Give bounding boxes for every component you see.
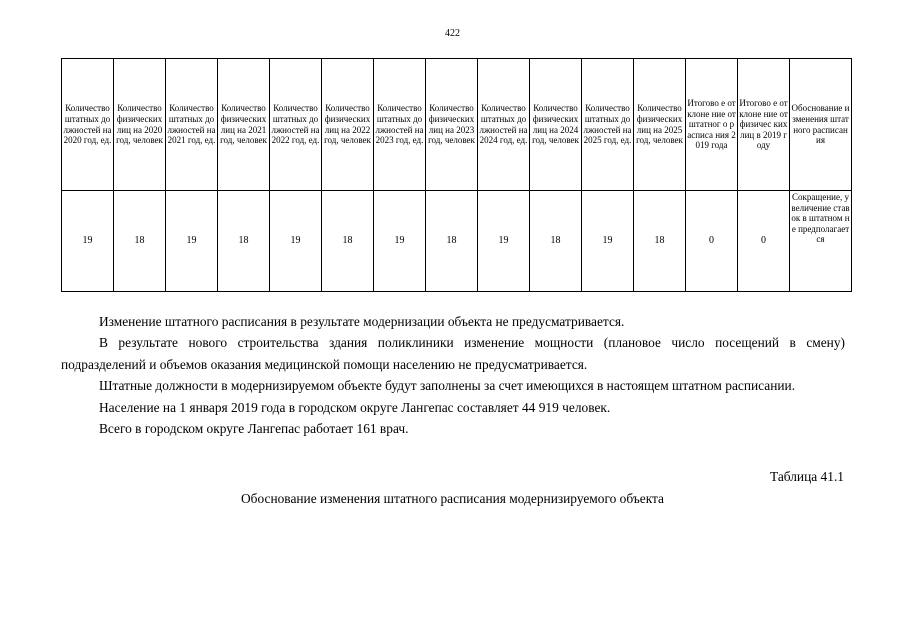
cell-deviation-persons: 0 xyxy=(738,191,790,292)
header-deviation-positions-2019: Итогово е отклоне ние от штатног о расписа ния 2019 года xyxy=(686,59,738,191)
table-caption: Обоснование изменения штатного расписания модернизируемого объекта xyxy=(240,491,664,506)
cell-positions-2023: 19 xyxy=(374,191,426,292)
header-positions-2022: Количество штатных должностей на 2022 год, ед. xyxy=(270,59,322,191)
cell-persons-2022: 18 xyxy=(322,191,374,292)
header-justification: Обоснование изменения штатного расписания xyxy=(790,59,852,191)
cell-positions-2024: 19 xyxy=(478,191,530,292)
paragraph: Изменение штатного расписания в результате модернизации объекта не предусматривается. xyxy=(99,314,625,329)
header-positions-2024: Количество штатных должностей на 2024 год, ед. xyxy=(478,59,530,191)
cell-persons-2025: 18 xyxy=(634,191,686,292)
header-persons-2023: Количество физических лиц на 2023 год, человек xyxy=(426,59,478,191)
cell-justification: Сокращение, увеличение ставок в штатном не предполагается xyxy=(790,191,852,292)
cell-persons-2024: 18 xyxy=(530,191,582,292)
header-persons-2020: Количество физических лиц на 2020 год, человек xyxy=(114,59,166,191)
cell-positions-2021: 19 xyxy=(166,191,218,292)
paragraph: Население на 1 января 2019 года в городском округе Лангепас составляет 44 919 человек. xyxy=(99,399,611,415)
cell-positions-2025: 19 xyxy=(582,191,634,292)
table-header-row xyxy=(62,59,852,191)
cell-persons-2021: 18 xyxy=(218,191,270,292)
header-positions-2021: Количество штатных должностей на 2021 год, ед. xyxy=(166,59,218,191)
header-persons-2022: Количество физических лиц на 2022 год, человек xyxy=(322,59,374,191)
cell-persons-2020: 18 xyxy=(114,191,166,292)
cell-positions-2020: 19 xyxy=(62,191,114,292)
staffing-table xyxy=(61,58,852,292)
page-number: 422 xyxy=(445,28,460,39)
header-persons-2021: Количество физических лиц на 2021 год, человек xyxy=(218,59,270,191)
header-deviation-persons-2019: Итогово е отклоне ние от физичес ких лиц в 2019 году xyxy=(738,59,790,191)
header-positions-2020: Количество штатных должностей на 2020 год, ед. xyxy=(62,59,114,191)
body-text xyxy=(61,311,845,439)
header-positions-2025: Количество штатных должностей на 2025 год, ед. xyxy=(582,59,634,191)
header-persons-2024: Количество физических лиц на 2024 год, человек xyxy=(530,59,582,191)
header-positions-2023: Количество штатных должностей на 2023 год, ед. xyxy=(374,59,426,191)
paragraph: Всего в городском округе Лангепас работает 161 врач. xyxy=(99,421,409,437)
header-persons-2025: Количество физических лиц на 2025 год, человек xyxy=(634,59,686,191)
table-row xyxy=(62,191,852,292)
cell-persons-2023: 18 xyxy=(426,191,478,292)
table-label: Таблица 41.1 xyxy=(769,469,844,484)
paragraph: Штатные должности в модернизируемом объекте будут заполнены за счет имеющихся в настоящем штатном расписании. xyxy=(99,378,796,394)
cell-deviation-positions: 0 xyxy=(686,191,738,292)
cell-positions-2022: 19 xyxy=(270,191,322,292)
paragraph: В результате нового строительства здания поликлиники изменение мощности (плановое число посещений в смену) подразделений и объемов оказания медицинской помощи населению не предусматривается. xyxy=(61,335,845,372)
